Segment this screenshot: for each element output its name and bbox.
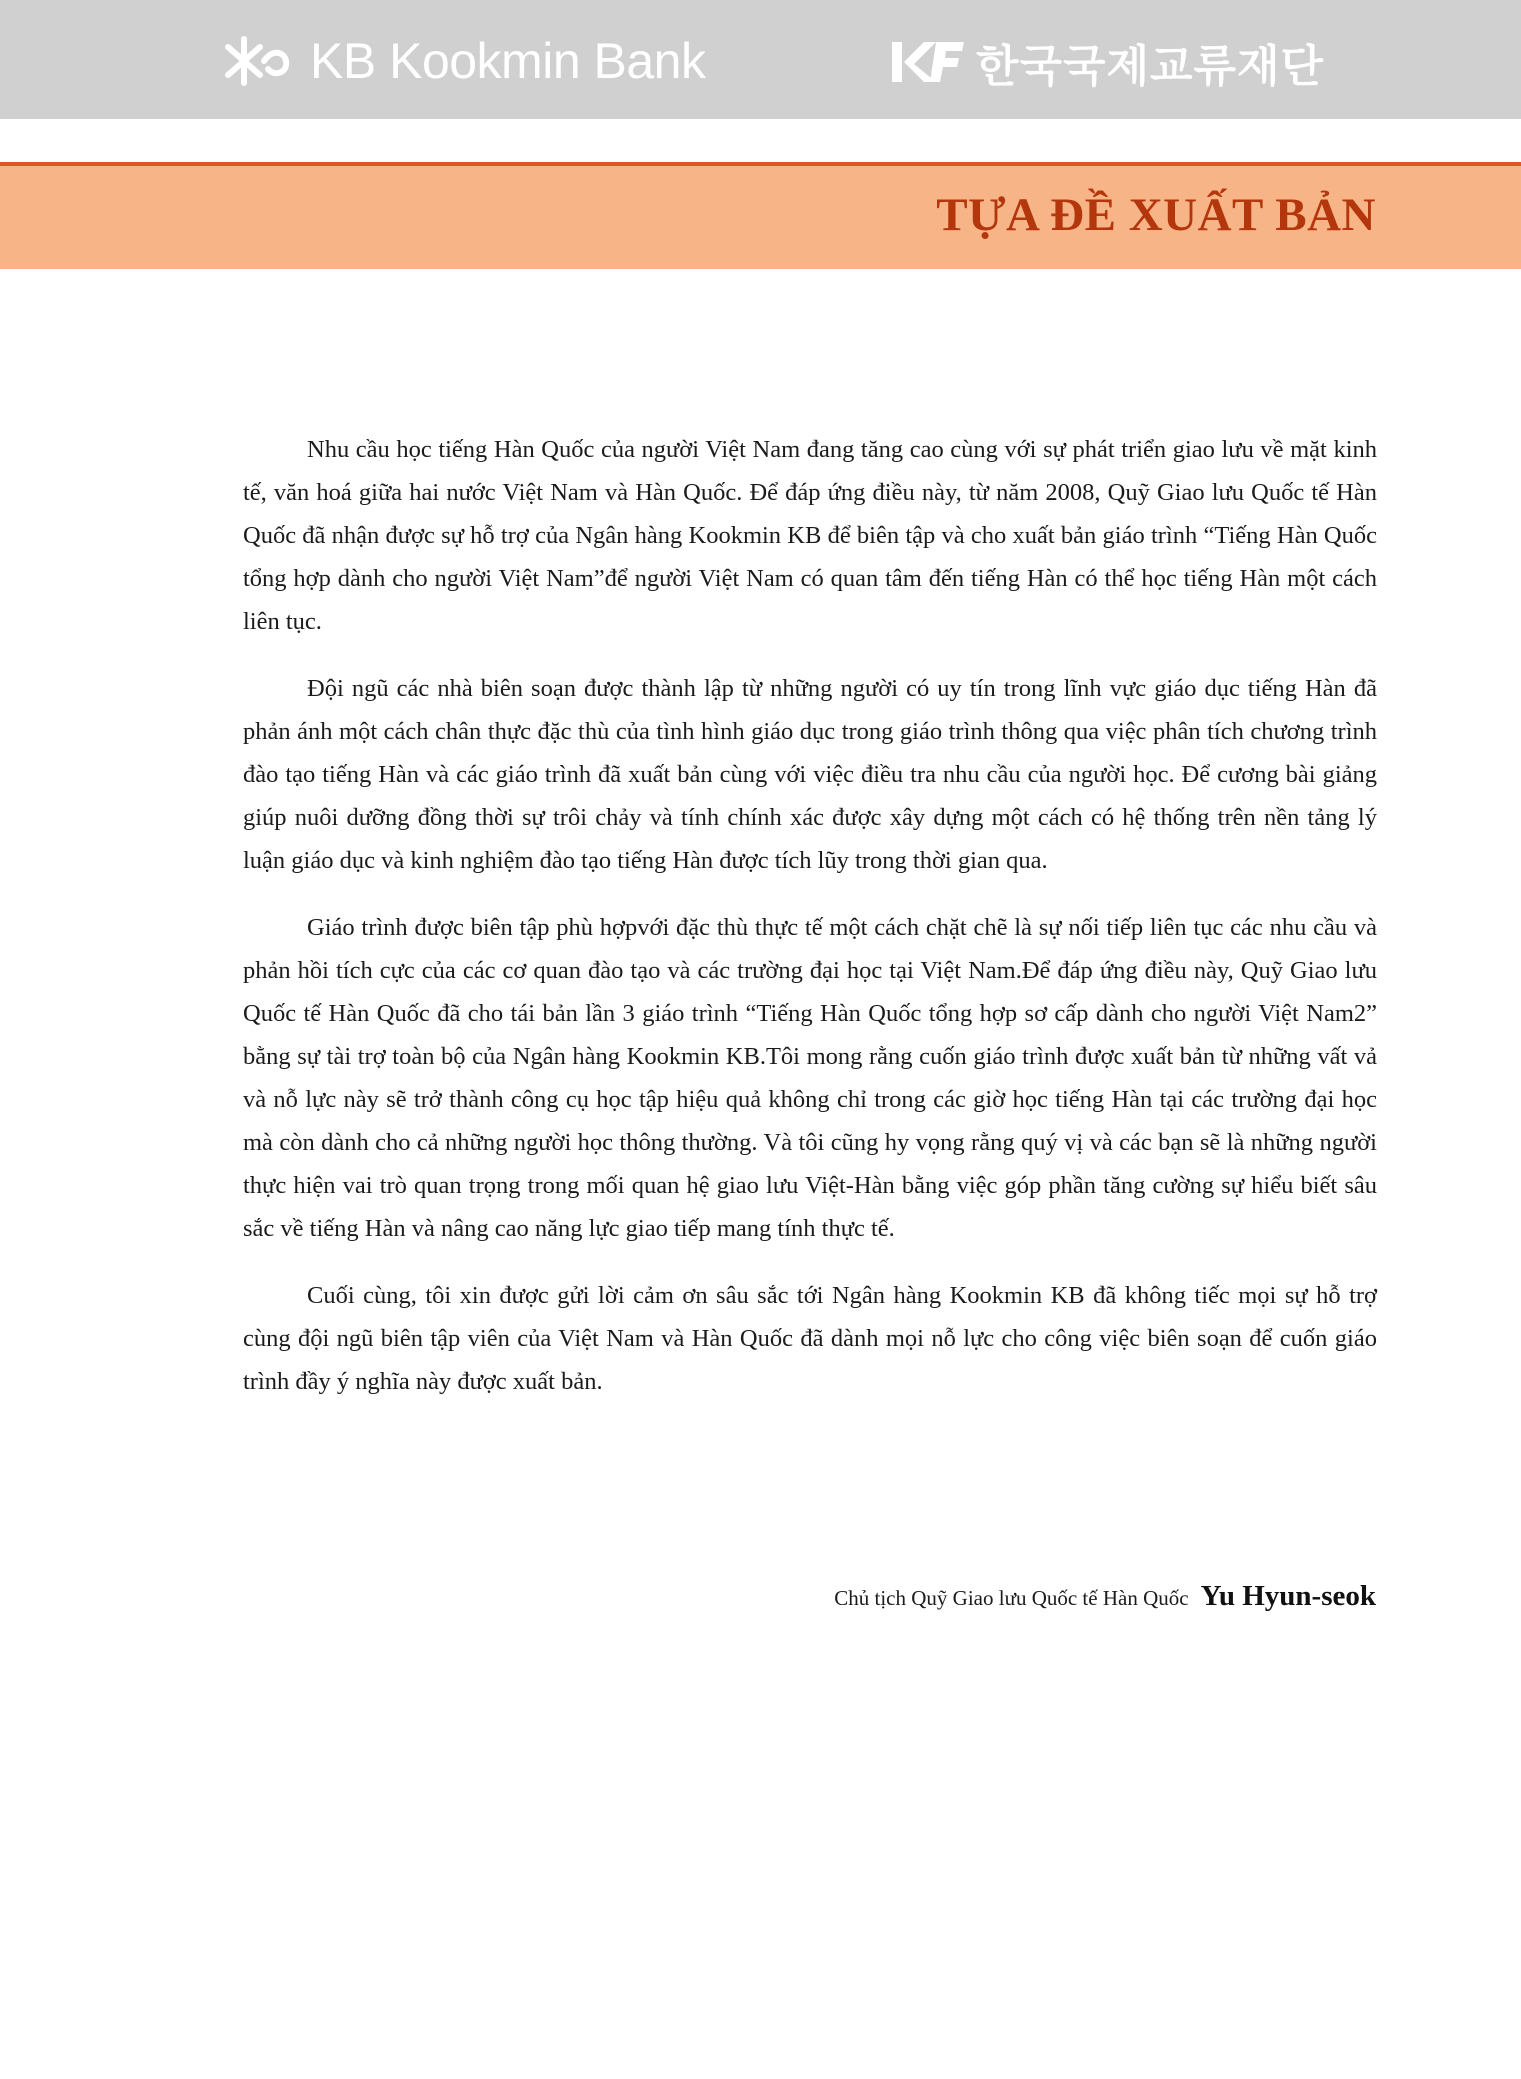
korea-foundation-logo [890, 32, 1324, 92]
signature-name: Yu Hyun-seok [1200, 1580, 1376, 1612]
signature-block [834, 1580, 1376, 1613]
header-banner [0, 0, 1521, 119]
title-band [0, 162, 1521, 269]
kf-mark-icon [890, 40, 966, 84]
paragraph-3: Giáo trình được biên tập phù hợpvới đặc thù thực tế một cách chặt chẽ là sự nối tiếp liên tục các nhu cầu và phản hồi tích cực của các cơ quan đào tạo và các trường đại học tại Việt Nam.Để đáp ứng điều này, Quỹ Giao lưu Quốc tế Hàn Quốc đã cho tái bản lần 3 giáo trình “Tiếng Hàn Quốc tổng hợp sơ cấp dành cho người Việt Nam2” bằng sự tài trợ toàn bộ của Ngân hàng Kookmin KB.Tôi mong rằng cuốn giáo trình được xuất bản từ những vất vả và nỗ lực này sẽ trở thành công cụ học tập hiệu quả không chỉ trong các giờ học tiếng Hàn tại các trường đại học mà còn dành cho cả những người học thông thường. Và tôi cũng hy vọng rằng quý vị và các bạn sẽ là những người thực hiện vai trò quan trọng trong mối quan hệ giao lưu Việt-Hàn bằng việc góp phần tăng cường sự hiểu biết sâu sắc về tiếng Hàn và nâng cao năng lực giao tiếp mang tính thực tế. [243, 914, 1377, 1242]
signature-role: Chủ tịch Quỹ Giao lưu Quốc tế Hàn Quốc [834, 1586, 1189, 1610]
page-title: TỰA ĐỀ XUẤT BẢN [936, 189, 1376, 241]
kb-kookmin-bank-logo [224, 30, 705, 92]
paragraph-4: Cuối cùng, tôi xin được gửi lời cảm ơn sâu sắc tới Ngân hàng Kookmin KB đã không tiếc mọi sự hỗ trợ cùng đội ngũ biên tập viên của Việt Nam và Hàn Quốc đã dành mọi nỗ lực cho công việc biên soạn để cuốn giáo trình đầy ý nghĩa này được xuất bản. [243, 1282, 1377, 1395]
kb-star-icon [224, 33, 296, 89]
paragraph-2: Đội ngũ các nhà biên soạn được thành lập từ những người có uy tín trong lĩnh vực giáo dục tiếng Hàn đã phản ánh một cách chân thực đặc thù của tình hình giáo dục trong giáo trình thông qua việc phân tích chương trình đào tạo tiếng Hàn và các giáo trình đã xuất bản cùng với việc điều tra nhu cầu của người học. Để cương bài giảng giúp nuôi dưỡng đồng thời sự trôi chảy và tính chính xác được xây dựng một cách có hệ thống trên nền tảng lý luận giáo dục và kinh nghiệm đào tạo tiếng Hàn được tích lũy trong thời gian qua. [243, 675, 1377, 874]
preface-body [243, 428, 1377, 1427]
kb-logo-text: KB Kookmin Bank [310, 33, 706, 89]
paragraph-1: Nhu cầu học tiếng Hàn Quốc của người Việt Nam đang tăng cao cùng với sự phát triển giao lưu về mặt kinh tế, văn hoá giữa hai nước Việt Nam và Hàn Quốc. Để đáp ứng điều này, từ năm 2008, Quỹ Giao lưu Quốc tế Hàn Quốc đã nhận được sự hỗ trợ của Ngân hàng Kookmin KB để biên tập và cho xuất bản giáo trình “Tiếng Hàn Quốc tổng hợp dành cho người Việt Nam”để người Việt Nam có quan tâm đến tiếng Hàn có thể học tiếng Hàn một cách liên tục. [243, 436, 1377, 635]
kf-logo-text: 한국국제교류재단 [976, 41, 1325, 92]
